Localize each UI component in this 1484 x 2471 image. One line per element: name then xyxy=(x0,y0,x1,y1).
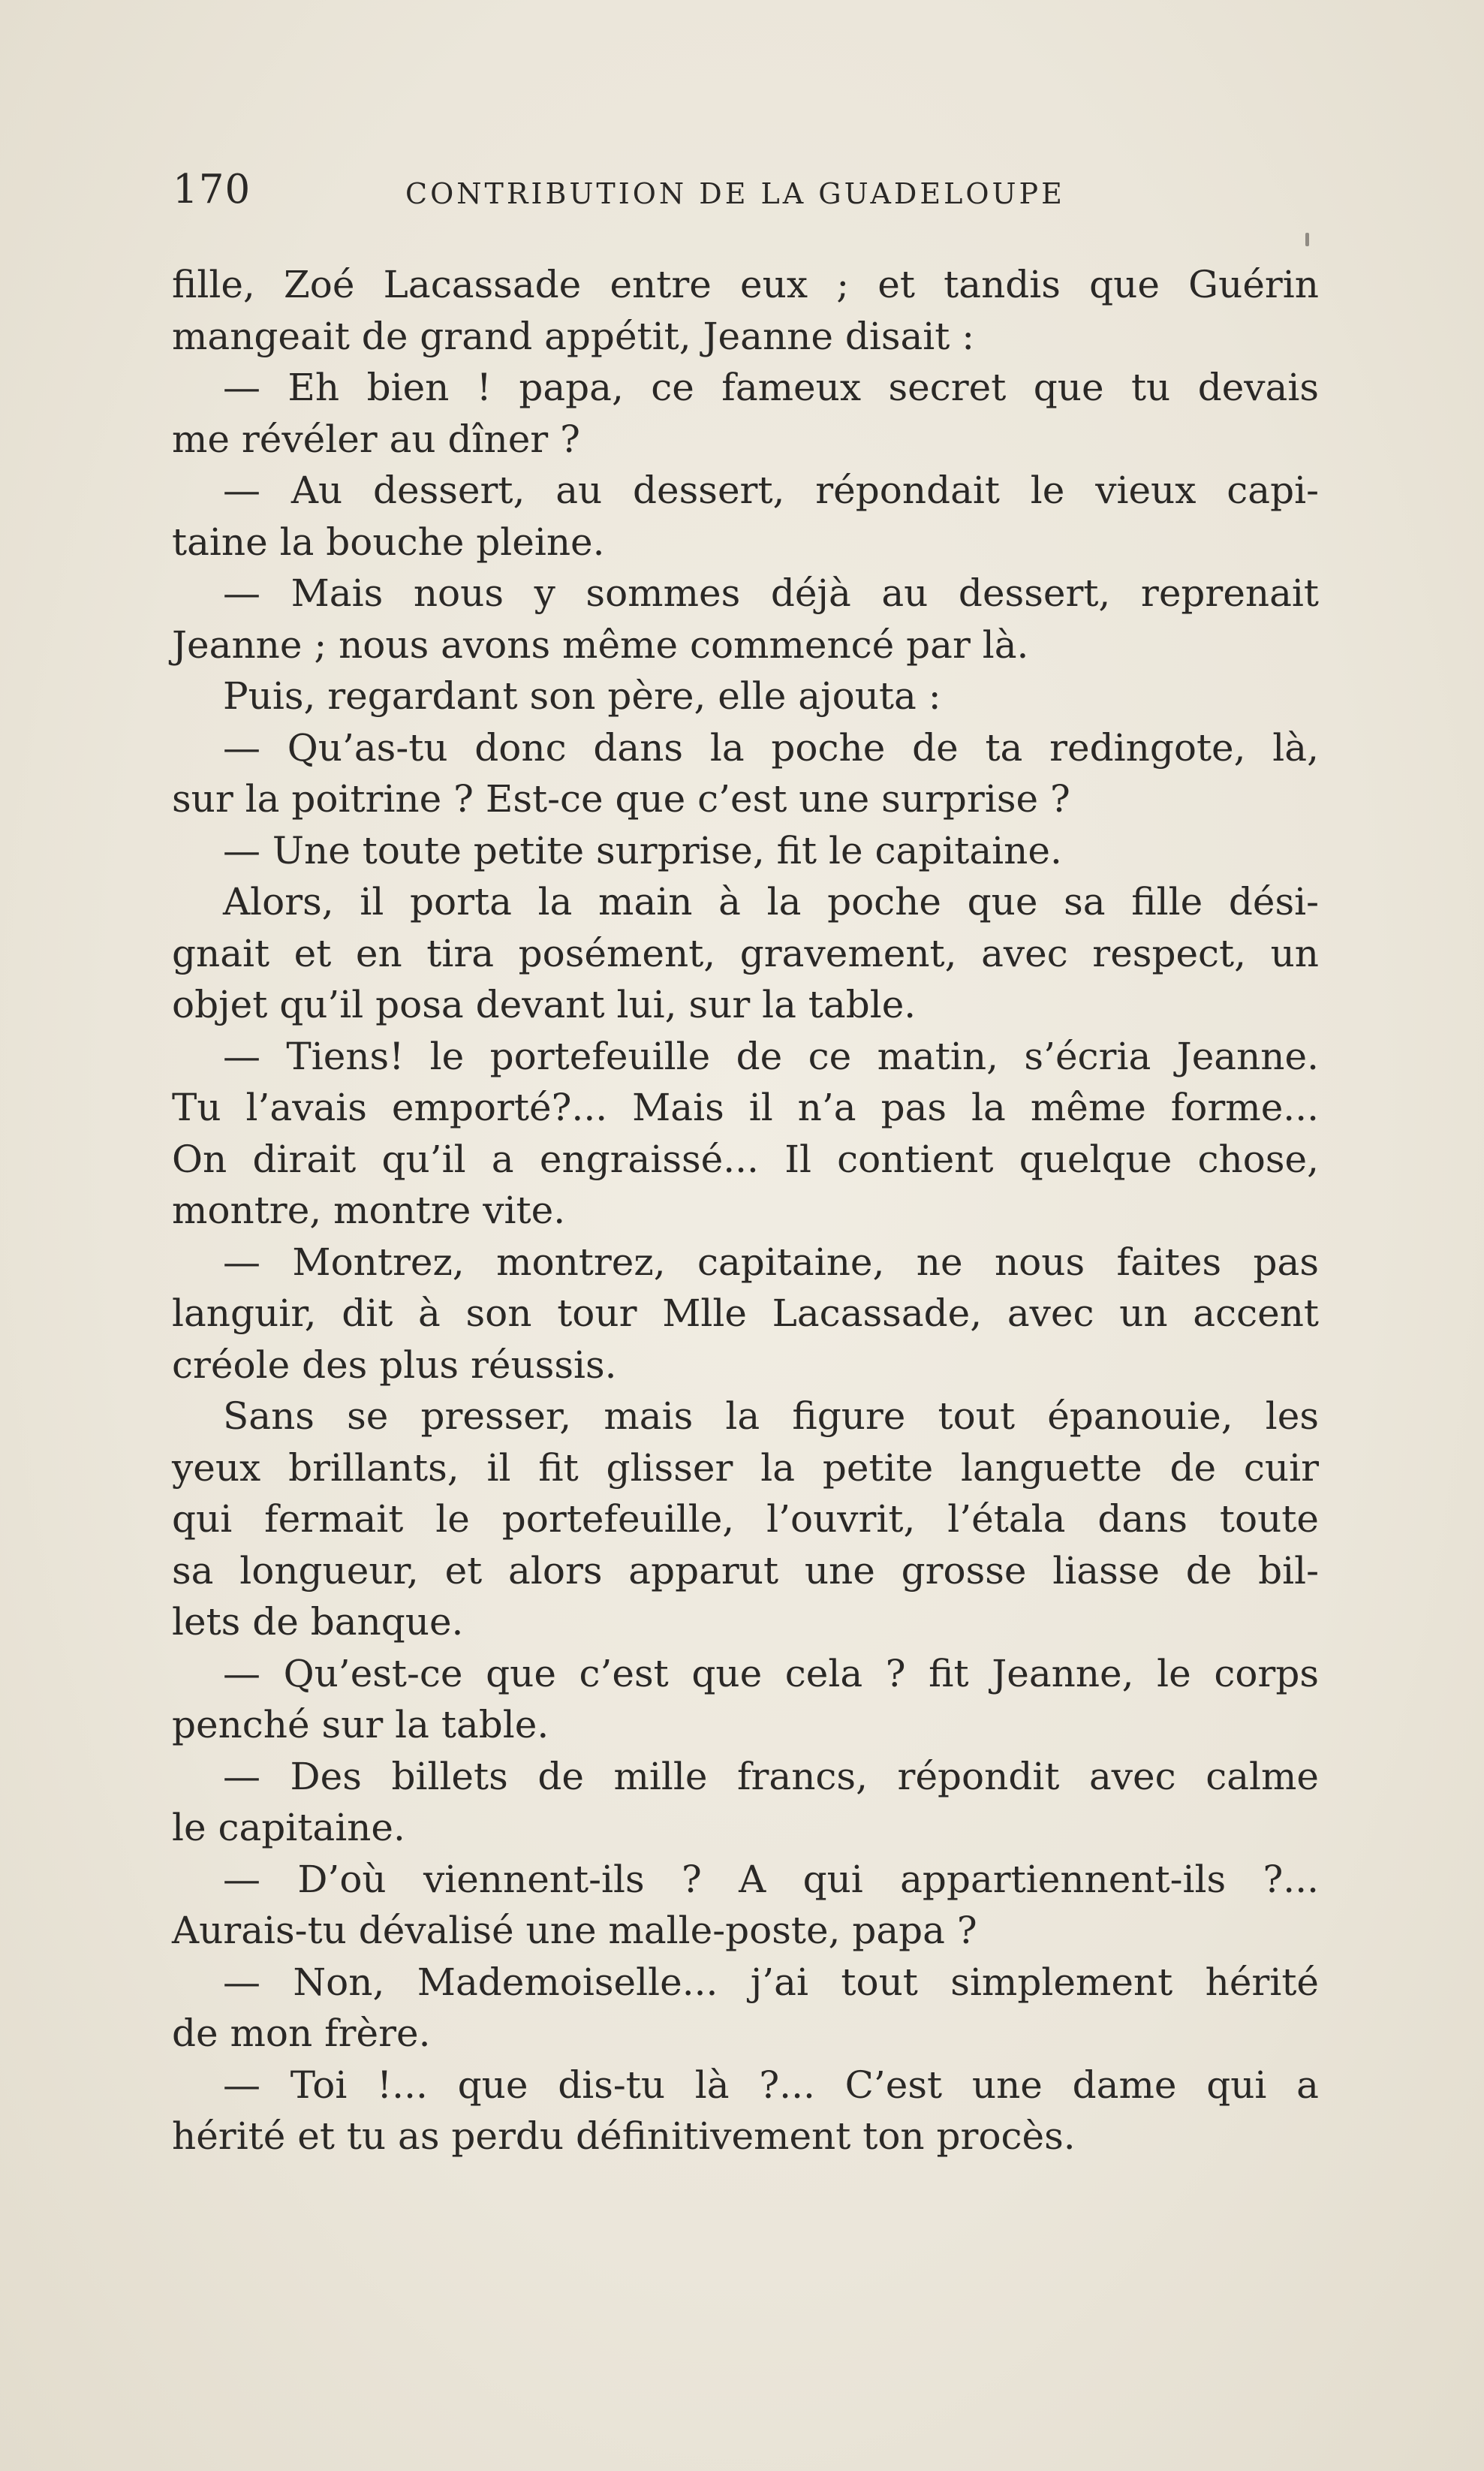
text-line: On dirait qu’il a engraissé... Il contient quelque chose, xyxy=(172,1137,1319,1181)
text-line: Puis, regardant son père, elle ajouta : xyxy=(223,674,941,718)
text-line: Alors, il porta la main à la poche que sa fille dési- xyxy=(223,880,1319,924)
text-line: — Non, Mademoiselle... j’ai tout simplement hérité xyxy=(223,1960,1319,2004)
text-line: Tu l’avais emporté?... Mais il n’a pas la même forme... xyxy=(172,1086,1319,1129)
text-line: taine la bouche pleine. xyxy=(172,520,605,564)
text-line: — Qu’est-ce que c’est que cela ? fit Jeanne, le corps xyxy=(223,1651,1319,1695)
text-line: sur la poitrine ? Est-ce que c’est une surprise ? xyxy=(172,777,1070,821)
text-line: le capitaine. xyxy=(172,1806,405,1849)
text-line: penché sur la table. xyxy=(172,1703,549,1746)
text-line: Aurais-tu dévalisé une malle-poste, papa ? xyxy=(172,1909,977,1952)
running-title: CONTRIBUTION DE LA GUADELOUPE xyxy=(405,177,1065,210)
text-line: — Au dessert, au dessert, répondait le vieux capi- xyxy=(223,469,1319,512)
text-line: mangeait de grand appétit, Jeanne disait : xyxy=(172,314,975,358)
page-number: 170 xyxy=(173,167,251,212)
text-line: lets de banque. xyxy=(172,1600,464,1644)
running-head xyxy=(171,167,1312,219)
text-line: créole des plus réussis. xyxy=(172,1342,617,1387)
text-line: — Eh bien ! papa, ce fameux secret que tu devais xyxy=(223,366,1319,409)
text-line: objet qu’il posa devant lui, sur la table. xyxy=(172,983,917,1026)
text-line: Jeanne ; nous avons même commencé par là. xyxy=(172,622,1029,667)
text-line: montre, montre vite. xyxy=(172,1189,566,1232)
text-line: — Des billets de mille francs, répondit avec calme xyxy=(223,1754,1319,1798)
text-line: gnait et en tira posément, gravement, avec respect, un xyxy=(172,931,1319,975)
text-line: — D’où viennent-ils ? A qui appartiennent-ils ?... xyxy=(223,1857,1319,1901)
text-line: me révéler au dîner ? xyxy=(172,417,580,461)
text-line: sa longueur, et alors apparut une grosse liasse de bil- xyxy=(172,1548,1319,1593)
text-line: — Qu’as-tu donc dans la poche de ta redingote, là, xyxy=(223,725,1319,770)
text-line: fille, Zoé Lacassade entre eux ; et tandis que Guérin xyxy=(172,263,1319,306)
text-line: — Toi !... que dis-tu là ?... C’est une dame qui a xyxy=(223,2063,1319,2107)
text-line: — Tiens! le portefeuille de ce matin, s’écria Jeanne. xyxy=(223,1034,1319,1078)
text-line: hérité et tu as perdu définitivement ton procès. xyxy=(172,2114,1076,2158)
body-text xyxy=(172,259,1319,2162)
text-line: — Montrez, montrez, capitaine, ne nous faites pas xyxy=(223,1240,1319,1284)
text-line: Sans se presser, mais la figure tout épanouie, les xyxy=(223,1394,1319,1438)
ink-speck xyxy=(1305,233,1309,246)
text-line: — Mais nous y sommes déjà au dessert, reprenait xyxy=(223,571,1319,615)
text-line: languir, dit à son tour Mlle Lacassade, avec un accent xyxy=(172,1291,1319,1335)
text-line: qui fermait le portefeuille, l’ouvrit, l’étala dans toute xyxy=(172,1497,1319,1541)
text-line: de mon frère. xyxy=(172,2011,431,2055)
text-line: yeux brillants, il fit glisser la petite languette de cuir xyxy=(172,1445,1319,1490)
text-line: — Une toute petite surprise, fit le capitaine. xyxy=(223,828,1062,872)
